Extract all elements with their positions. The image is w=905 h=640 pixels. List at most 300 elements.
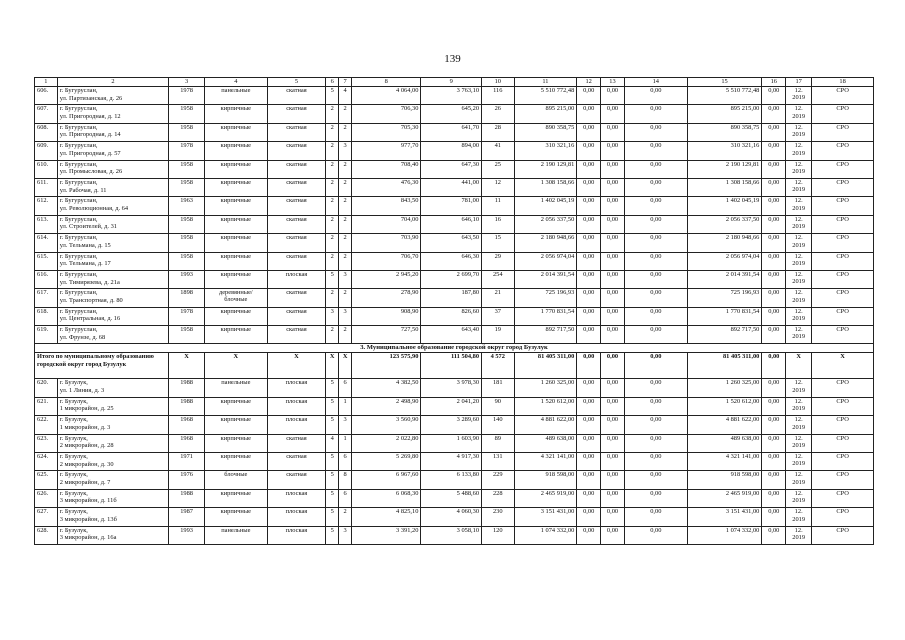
table-row: [35, 416, 874, 434]
repair-method: СРО: [812, 160, 874, 178]
fund-col-12: 0,00: [577, 379, 601, 397]
address-city: г. Бугуруслан,: [59, 270, 98, 278]
year-built: 1978: [169, 87, 205, 105]
table-row: [35, 471, 874, 489]
living-area: 826,60: [421, 307, 482, 325]
row-number: 617.: [35, 289, 58, 307]
entrances-count: 1: [339, 434, 352, 452]
repair-method: СРО: [812, 489, 874, 507]
address-city: г. Бугуруслан,: [59, 252, 98, 260]
fund-col-14: 0,00: [624, 105, 687, 123]
fund-col-13: 0,00: [601, 252, 625, 270]
living-area: 646,30: [421, 252, 482, 270]
fund-col-16: 0,00: [762, 471, 786, 489]
period-year: 2019: [792, 223, 806, 231]
entrances-count: 3: [339, 307, 352, 325]
period-month: 12.: [794, 289, 803, 297]
repair-method: СРО: [812, 178, 874, 196]
wall-material: кирпичные: [204, 105, 267, 123]
address-cell: [57, 289, 169, 307]
fund-col-16: 0,00: [762, 397, 786, 415]
wall-material: кирпичные: [204, 142, 267, 160]
roof-type: скатная: [267, 123, 325, 141]
floors-count: 2: [326, 123, 339, 141]
residents-count: 254: [482, 270, 514, 288]
roof-type: скатная: [267, 197, 325, 215]
column-number-12: 12: [577, 78, 601, 87]
fund-col-14: 0,00: [624, 178, 687, 196]
fund-col-13: 0,00: [601, 289, 625, 307]
table-row: [35, 326, 874, 344]
row-number: 613.: [35, 215, 58, 233]
period-month: 12.: [794, 489, 803, 497]
row-number: 606.: [35, 87, 58, 105]
total-area: 843,50: [352, 197, 421, 215]
repair-cost: 725 196,93: [514, 289, 577, 307]
address-city: г. Бугуруслан,: [59, 307, 98, 315]
address-cell: [57, 379, 169, 397]
living-area: 3 289,60: [421, 416, 482, 434]
fund-col-13: 0,00: [601, 160, 625, 178]
fund-col-13: 0,00: [601, 471, 625, 489]
entrances-count: 1: [339, 397, 352, 415]
fund-col-16: 0,00: [762, 215, 786, 233]
fund-col-12: 0,00: [577, 178, 601, 196]
period-month: 12.: [794, 270, 803, 278]
repair-cost: 5 510 772,48: [514, 87, 577, 105]
floors-count: 4: [326, 434, 339, 452]
column-number-1: 1: [35, 78, 58, 87]
period-month: 12.: [794, 105, 803, 113]
period-year: 2019: [792, 278, 806, 286]
repair-method: СРО: [812, 453, 874, 471]
period-year: 2019: [792, 186, 806, 194]
column-number-18: 18: [812, 78, 874, 87]
fund-col-13: 0,00: [601, 142, 625, 160]
floors-count: 2: [326, 178, 339, 196]
row-number: 618.: [35, 307, 58, 325]
entrances-count: 2: [339, 197, 352, 215]
address-city: г. Бугуруслан,: [59, 142, 98, 150]
total-area: 2 022,80: [352, 434, 421, 452]
row-number: 621.: [35, 397, 58, 415]
floors-count: 5: [326, 270, 339, 288]
fund-col-16: 0,00: [762, 178, 786, 196]
roof-type: скатная: [267, 160, 325, 178]
address-city: г. Бугуруслан,: [59, 289, 98, 297]
row-number: 626.: [35, 489, 58, 507]
fund-col-16: 0,00: [762, 142, 786, 160]
repair-cost: 892 717,50: [514, 326, 577, 344]
fund-col-15: 1 308 158,66: [687, 178, 762, 196]
period-month: 12.: [794, 215, 803, 223]
table-row: [35, 453, 874, 471]
table-row: [35, 142, 874, 160]
repair-method: СРО: [812, 142, 874, 160]
roof-type: скатная: [267, 215, 325, 233]
address-city: г. Бугуруслан,: [59, 326, 98, 334]
year-built: 1958: [169, 178, 205, 196]
fund-col-12: 0,00: [577, 87, 601, 105]
roof-type: скатная: [267, 307, 325, 325]
address-street: 2 микрорайон, д. 30: [59, 460, 114, 468]
table-row: [35, 379, 874, 397]
roof-type: плоская: [267, 508, 325, 526]
floors-count: 3: [326, 307, 339, 325]
fund-col-16: 0,00: [762, 105, 786, 123]
floors-count: 2: [326, 289, 339, 307]
year-built: 1958: [169, 123, 205, 141]
repair-method: СРО: [812, 397, 874, 415]
floors-count: 5: [326, 489, 339, 507]
row-number: 623.: [35, 434, 58, 452]
total-area: 3 391,20: [352, 526, 421, 544]
period-year: 2019: [792, 497, 806, 505]
row-number: 607.: [35, 105, 58, 123]
repair-cost: 2 180 948,66: [514, 234, 577, 252]
living-area: 3 763,10: [421, 87, 482, 105]
period-year: 2019: [792, 333, 806, 341]
fund-col-14: 0,00: [624, 397, 687, 415]
address-street: 3 микрорайон, д. 11б: [59, 497, 117, 505]
repair-method: СРО: [812, 123, 874, 141]
residents-count: 16: [482, 215, 514, 233]
living-area: 4 060,30: [421, 508, 482, 526]
wall-material: кирпичные: [204, 178, 267, 196]
fund-col-15: 2 190 129,81: [687, 160, 762, 178]
fund-col-13: 0,00: [601, 123, 625, 141]
table-row: [35, 197, 874, 215]
entrances-count: 2: [339, 326, 352, 344]
wall-material: кирпичные: [204, 453, 267, 471]
completion-period: [786, 87, 812, 105]
column-number-header: [35, 78, 874, 87]
living-area: 6 133,80: [421, 471, 482, 489]
total-c7: X: [339, 353, 352, 379]
address-city: г. Бузулук,: [59, 508, 88, 516]
address-street: 1 микрорайон, д. 3: [59, 423, 111, 431]
fund-col-16: 0,00: [762, 453, 786, 471]
completion-period: [786, 178, 812, 196]
repair-cost: 1 308 158,66: [514, 178, 577, 196]
total-row: [35, 353, 874, 379]
repair-method: СРО: [812, 307, 874, 325]
period-year: 2019: [792, 442, 806, 450]
fund-col-14: 0,00: [624, 379, 687, 397]
address-street: 1 микрорайон, д. 25: [59, 405, 114, 413]
address-cell: [57, 453, 169, 471]
period-month: 12.: [794, 178, 803, 186]
fund-col-15: 1 402 045,19: [687, 197, 762, 215]
address-city: г. Бузулук,: [59, 397, 88, 405]
year-built: 1988: [169, 489, 205, 507]
fund-col-12: 0,00: [577, 197, 601, 215]
fund-col-14: 0,00: [624, 326, 687, 344]
repair-cost: 489 638,00: [514, 434, 577, 452]
fund-col-13: 0,00: [601, 326, 625, 344]
total-area-total: 123 575,90: [352, 353, 421, 379]
total-c18: X: [812, 353, 874, 379]
fund-col-14: 0,00: [624, 453, 687, 471]
total-c12: 0,00: [577, 353, 601, 379]
address-street: ул. Пригородная, д. 12: [59, 112, 121, 120]
entrances-count: 2: [339, 178, 352, 196]
table-row: [35, 215, 874, 233]
repair-method: СРО: [812, 416, 874, 434]
address-cell: [57, 508, 169, 526]
total-area: 476,30: [352, 178, 421, 196]
fund-col-15: 3 151 431,00: [687, 508, 762, 526]
fund-col-12: 0,00: [577, 105, 601, 123]
residents-count: 37: [482, 307, 514, 325]
fund-col-16: 0,00: [762, 289, 786, 307]
fund-col-15: 489 638,00: [687, 434, 762, 452]
period-year: 2019: [792, 405, 806, 413]
repair-cost: 1 260 325,00: [514, 379, 577, 397]
row-number: 624.: [35, 453, 58, 471]
wall-material: кирпичные: [204, 234, 267, 252]
wall-material: кирпичные: [204, 416, 267, 434]
floors-count: 2: [326, 160, 339, 178]
fund-col-15: 2 465 919,00: [687, 489, 762, 507]
total-area-living: 111 504,80: [421, 353, 482, 379]
completion-period: [786, 197, 812, 215]
entrances-count: 2: [339, 508, 352, 526]
living-area: 645,20: [421, 105, 482, 123]
fund-col-14: 0,00: [624, 87, 687, 105]
fund-col-14: 0,00: [624, 160, 687, 178]
row-number: 614.: [35, 234, 58, 252]
repair-method: СРО: [812, 252, 874, 270]
column-number-2: 2: [57, 78, 169, 87]
address-cell: [57, 197, 169, 215]
entrances-count: 8: [339, 471, 352, 489]
wall-material: кирпичные: [204, 397, 267, 415]
entrances-count: 3: [339, 270, 352, 288]
total-area: 3 560,90: [352, 416, 421, 434]
fund-col-15: 2 056 337,50: [687, 215, 762, 233]
residents-count: 26: [482, 105, 514, 123]
roof-type: скатная: [267, 87, 325, 105]
wall-material: кирпичные: [204, 307, 267, 325]
column-number-17: 17: [786, 78, 812, 87]
residents-count: 89: [482, 434, 514, 452]
fund-col-14: 0,00: [624, 270, 687, 288]
floors-count: 5: [326, 471, 339, 489]
wall-material: кирпичные: [204, 252, 267, 270]
total-area: 278,90: [352, 289, 421, 307]
fund-col-16: 0,00: [762, 123, 786, 141]
fund-col-16: 0,00: [762, 489, 786, 507]
period-year: 2019: [792, 167, 806, 175]
fund-col-13: 0,00: [601, 434, 625, 452]
address-cell: [57, 434, 169, 452]
repair-cost: 310 321,16: [514, 142, 577, 160]
roof-type: плоская: [267, 489, 325, 507]
repair-method: СРО: [812, 215, 874, 233]
period-month: 12.: [794, 160, 803, 168]
period-month: 12.: [794, 453, 803, 461]
period-month: 12.: [794, 416, 803, 424]
year-built: 1971: [169, 453, 205, 471]
address-street: ул. 1 Линия, д. 3: [59, 387, 105, 395]
roof-type: плоская: [267, 270, 325, 288]
roof-type: скатная: [267, 105, 325, 123]
repair-cost: 895 215,00: [514, 105, 577, 123]
address-cell: [57, 471, 169, 489]
address-cell: [57, 326, 169, 344]
residents-count: 230: [482, 508, 514, 526]
fund-col-13: 0,00: [601, 416, 625, 434]
address-cell: [57, 215, 169, 233]
address-city: г. Бузулук,: [59, 471, 88, 479]
address-city: г. Бугуруслан,: [59, 215, 98, 223]
table-row: [35, 87, 874, 105]
residents-count: 229: [482, 471, 514, 489]
table-body: [35, 78, 874, 545]
fund-col-13: 0,00: [601, 105, 625, 123]
year-built: 1978: [169, 142, 205, 160]
living-area: 2 041,20: [421, 397, 482, 415]
fund-col-15: 895 215,00: [687, 105, 762, 123]
wall-material: кирпичные: [204, 197, 267, 215]
wall-material: кирпичные: [204, 326, 267, 344]
repair-cost: 918 598,00: [514, 471, 577, 489]
completion-period: [786, 160, 812, 178]
residents-count: 120: [482, 526, 514, 544]
fund-col-13: 0,00: [601, 397, 625, 415]
table-row: [35, 252, 874, 270]
fund-col-16: 0,00: [762, 526, 786, 544]
residents-count: 90: [482, 397, 514, 415]
repair-cost: 1 074 332,00: [514, 526, 577, 544]
total-area: 977,70: [352, 142, 421, 160]
period-year: 2019: [792, 515, 806, 523]
address-street: ул. Строителей, д. 31: [59, 223, 117, 231]
column-number-16: 16: [762, 78, 786, 87]
total-c14: 0,00: [624, 353, 687, 379]
period-month: 12.: [794, 197, 803, 205]
repair-cost: 2 056 337,50: [514, 215, 577, 233]
fund-col-13: 0,00: [601, 489, 625, 507]
roof-type: плоская: [267, 526, 325, 544]
period-month: 12.: [794, 142, 803, 150]
column-number-9: 9: [421, 78, 482, 87]
fund-col-12: 0,00: [577, 397, 601, 415]
wall-material: кирпичные: [204, 508, 267, 526]
address-cell: [57, 397, 169, 415]
address-street: ул. Революционная, д. 64: [59, 204, 129, 212]
total-area: 6 068,30: [352, 489, 421, 507]
roof-type: скатная: [267, 234, 325, 252]
residents-count: 29: [482, 252, 514, 270]
completion-period: [786, 142, 812, 160]
address-cell: [57, 178, 169, 196]
table-row: [35, 123, 874, 141]
total-c4: X: [204, 353, 267, 379]
period-month: 12.: [794, 508, 803, 516]
year-built: 1978: [169, 307, 205, 325]
residents-count: 15: [482, 234, 514, 252]
year-built: 1987: [169, 508, 205, 526]
column-number-11: 11: [514, 78, 577, 87]
repair-cost: 4 881 622,00: [514, 416, 577, 434]
fund-col-14: 0,00: [624, 434, 687, 452]
repair-method: СРО: [812, 289, 874, 307]
roof-type: скатная: [267, 453, 325, 471]
entrances-count: 6: [339, 453, 352, 471]
address-cell: [57, 416, 169, 434]
fund-col-12: 0,00: [577, 307, 601, 325]
completion-period: [786, 489, 812, 507]
repair-cost: 1 402 045,19: [514, 197, 577, 215]
address-cell: [57, 142, 169, 160]
repair-method: СРО: [812, 471, 874, 489]
period-year: 2019: [792, 131, 806, 139]
period-month: 12.: [794, 252, 803, 260]
table-row: [35, 508, 874, 526]
housing-register-table: [34, 77, 874, 545]
year-built: 1958: [169, 215, 205, 233]
completion-period: [786, 508, 812, 526]
table-row: [35, 160, 874, 178]
fund-col-13: 0,00: [601, 379, 625, 397]
fund-col-14: 0,00: [624, 197, 687, 215]
fund-col-12: 0,00: [577, 123, 601, 141]
row-number: 625.: [35, 471, 58, 489]
row-number: 628.: [35, 526, 58, 544]
address-city: г. Бузулук,: [59, 416, 88, 424]
year-built: 1898: [169, 289, 205, 307]
address-street: ул. Рабочая, д. 11: [59, 186, 107, 194]
entrances-count: 2: [339, 234, 352, 252]
repair-cost: 2 190 129,81: [514, 160, 577, 178]
address-city: г. Бузулук,: [59, 379, 88, 387]
floors-count: 5: [326, 416, 339, 434]
year-built: 1958: [169, 160, 205, 178]
year-built: 1968: [169, 434, 205, 452]
fund-col-16: 0,00: [762, 87, 786, 105]
period-year: 2019: [792, 315, 806, 323]
entrances-count: 6: [339, 379, 352, 397]
repair-cost: 1 770 831,54: [514, 307, 577, 325]
fund-col-16: 0,00: [762, 326, 786, 344]
address-city: г. Бугуруслан,: [59, 160, 98, 168]
year-built: 1963: [169, 197, 205, 215]
living-area: 894,00: [421, 142, 482, 160]
roof-type: скатная: [267, 471, 325, 489]
fund-col-16: 0,00: [762, 234, 786, 252]
fund-col-15: 4 881 622,00: [687, 416, 762, 434]
floors-count: 2: [326, 105, 339, 123]
address-street: ул. Центральная, д. 16: [59, 315, 121, 323]
year-built: 1958: [169, 234, 205, 252]
fund-col-13: 0,00: [601, 197, 625, 215]
entrances-count: 4: [339, 87, 352, 105]
fund-col-15: 1 074 332,00: [687, 526, 762, 544]
floors-count: 2: [326, 326, 339, 344]
entrances-count: 2: [339, 289, 352, 307]
roof-type: скатная: [267, 326, 325, 344]
repair-cost: 2 056 974,04: [514, 252, 577, 270]
repair-method: СРО: [812, 87, 874, 105]
fund-col-12: 0,00: [577, 453, 601, 471]
period-year: 2019: [792, 112, 806, 120]
year-built: 1958: [169, 326, 205, 344]
row-number: 611.: [35, 178, 58, 196]
fund-col-13: 0,00: [601, 270, 625, 288]
address-street: 3 микрорайон, д. 13б: [59, 515, 117, 523]
